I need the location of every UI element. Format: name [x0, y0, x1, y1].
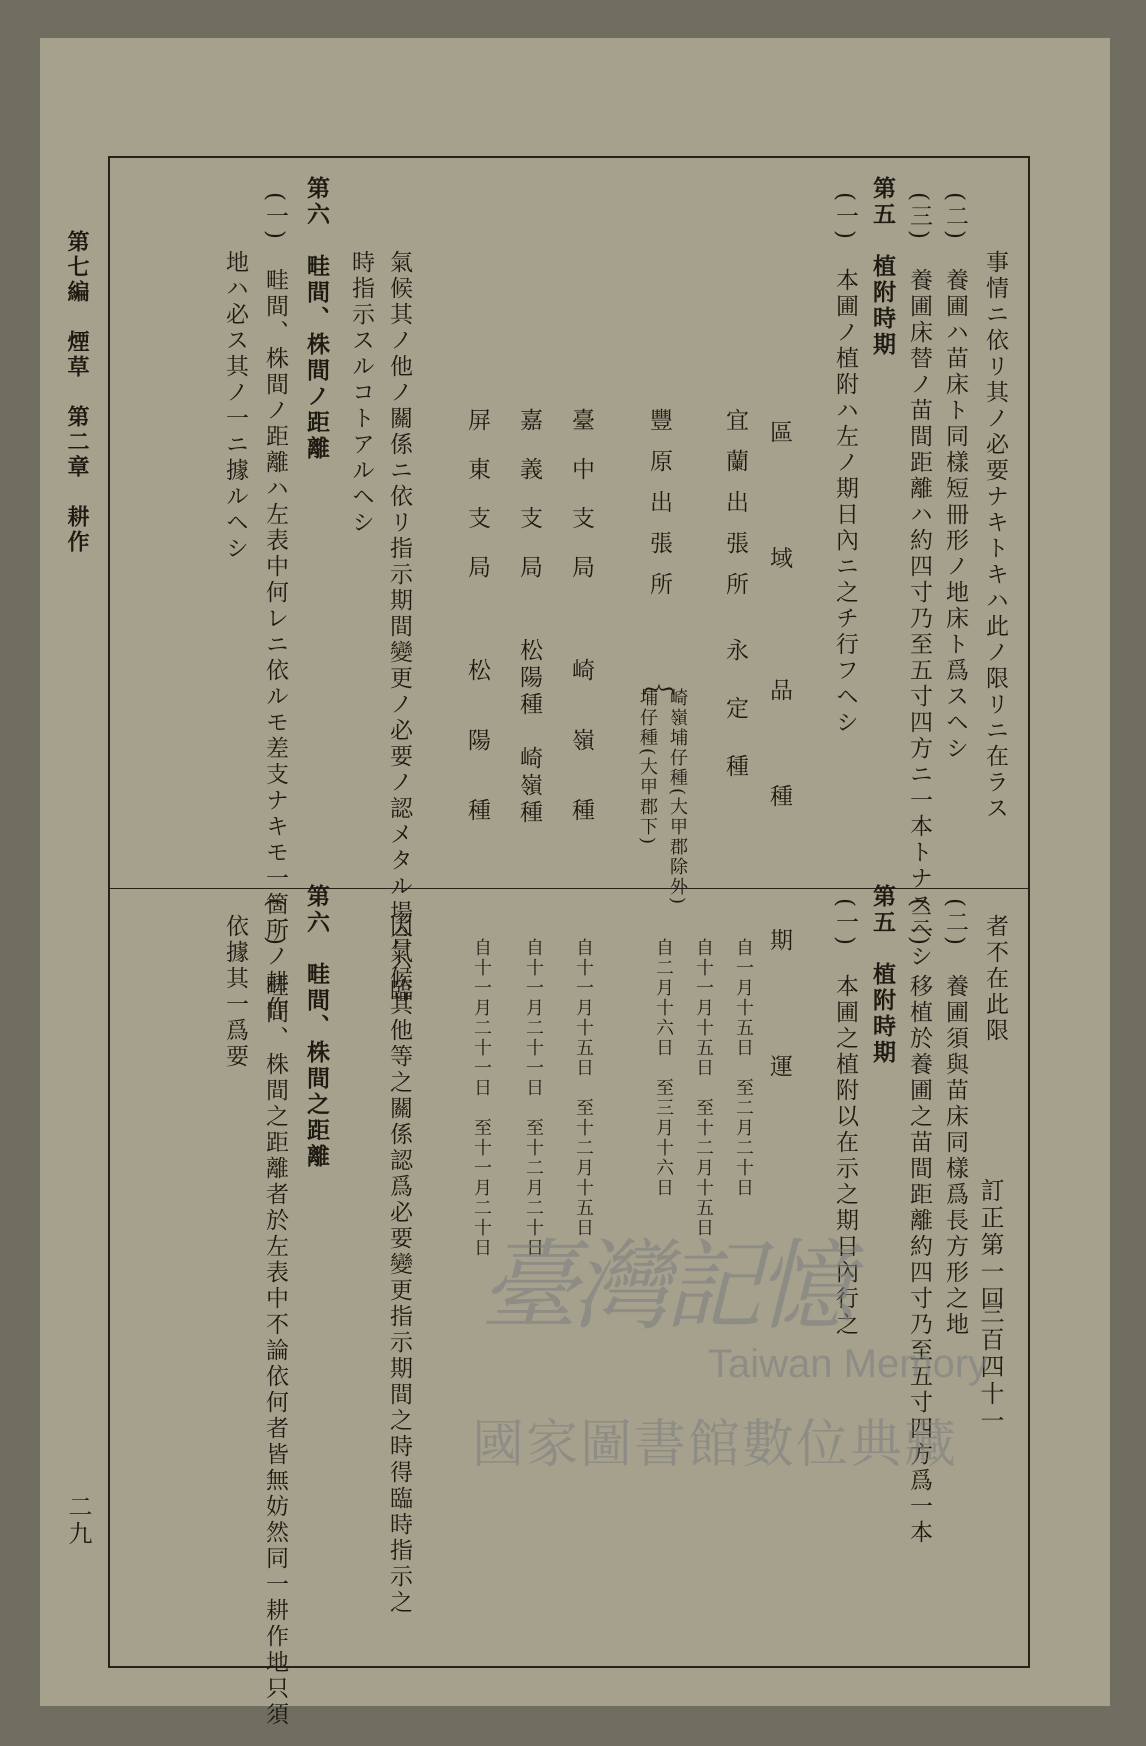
zh-line-3: (三) 移植於養圃之苗間距離約四寸乃至五寸四方爲一本 — [906, 898, 932, 1546]
period-6: 自十一月二十一日 至十一月二十日 — [471, 938, 492, 1258]
folio: 二九 — [64, 1494, 92, 1548]
ja-line-7: 時指示スルコトアルヘシ — [348, 250, 374, 536]
zh-line-6: 因氣候其他等之關係認爲必要變更指示期間之時得臨時指示之 — [386, 914, 412, 1616]
variety-songyang-qiling: 松陽種 崎嶺種 — [516, 638, 542, 827]
table-header-period: 期 運 — [766, 928, 792, 1117]
watermark-library: 國家圖書館數位典藏 — [472, 1415, 959, 1475]
book-page — [40, 38, 1110, 1728]
ja-line-2: (二) 養圃ハ苗床ト同樣短冊形ノ地床ト爲スヘシ — [942, 192, 968, 762]
watermark-latin: Taiwan Memory — [708, 1342, 989, 1386]
region-yilan: 宜蘭出張所 — [722, 408, 748, 613]
brace-mark: ︷ — [644, 664, 674, 699]
variety-qiling-puzai: 崎嶺埔仔種(大甲郡除外) — [667, 688, 688, 907]
ja-section-6: 第六 畦間、株間ノ距離 — [303, 176, 330, 462]
zh-line-8: (一) 畦間、株間之距離者於左表中不論依何者皆無妨然同一耕作地只須 — [262, 898, 288, 1728]
zh-line-1: 者不在此限 — [982, 914, 1008, 1044]
watermark-script: 臺灣記憶 — [480, 1230, 849, 1344]
table-header-region: 區 域 — [766, 420, 792, 609]
ja-line-10: 地ハ必ス其ノ一ニ據ルヘシ — [222, 250, 248, 562]
revision-note: 訂正第一回 — [976, 1178, 1004, 1313]
zh-section-6: 第六 畦間、株間之距離 — [303, 884, 330, 1170]
period-5: 自十一月二十一日 至十二月二十日 — [523, 938, 544, 1258]
variety-qiling: 崎 嶺 種 — [568, 658, 594, 833]
table-header-variety: 品 種 — [766, 678, 792, 837]
period-4: 自十一月十五日 至十二月十五日 — [573, 938, 594, 1238]
zh-line-2: (二) 養圃須與苗床同樣爲長方形之地 — [942, 898, 968, 1338]
chapter-heading: 第七編 煙草 第二章 耕作 — [64, 230, 90, 555]
ja-line-1: 事情ニ依リ其ノ必要ナキトキハ此ノ限リニ在ラス — [982, 250, 1008, 822]
zh-section-5: 第五 植附時期 — [869, 884, 896, 1066]
page-number: 三百四十一 — [976, 1300, 1004, 1435]
region-chiayi: 嘉義支局 — [516, 408, 542, 604]
variety-yongding: 永 定 種 — [722, 638, 748, 783]
ja-section-5: 第五 植附時期 — [869, 176, 896, 358]
period-2: 自十一月十五日 至十二月十五日 — [693, 938, 714, 1238]
region-fengyuan: 豐原出張所 — [646, 408, 672, 613]
variety-songyang: 松 陽 種 — [464, 658, 490, 833]
zh-line-5: (一) 本圃之植附以在示之期日內行之 — [832, 898, 858, 1338]
region-taichung: 臺中支局 — [568, 408, 594, 604]
ja-line-6: 氣候其ノ他ノ關係ニ依リ指示期間變更ノ必要ノ認メタル場合ハ臨 — [386, 250, 412, 1004]
ja-line-3: (三) 養圃床替ノ苗間距離ハ約四寸乃至五寸四方ニ一本トナスヘシ — [906, 192, 932, 970]
period-3: 自二月十六日 至三月十六日 — [653, 938, 674, 1198]
period-1: 自一月十五日 至二月二十日 — [733, 938, 754, 1198]
zh-line-9: 依據其一爲要 — [222, 914, 248, 1070]
region-pingtung: 屏東支局 — [464, 408, 490, 604]
variety-puzai: 埔仔種(大甲郡下) — [637, 688, 658, 847]
ja-line-9: (一) 畦間、株間ノ距離ハ左表中何レニ依ルモ差支ナキモ一箇所ノ耕作 — [262, 192, 288, 1022]
ja-line-5: (一) 本圃ノ植附ハ左ノ期日內ニ之チ行フヘシ — [832, 192, 858, 736]
